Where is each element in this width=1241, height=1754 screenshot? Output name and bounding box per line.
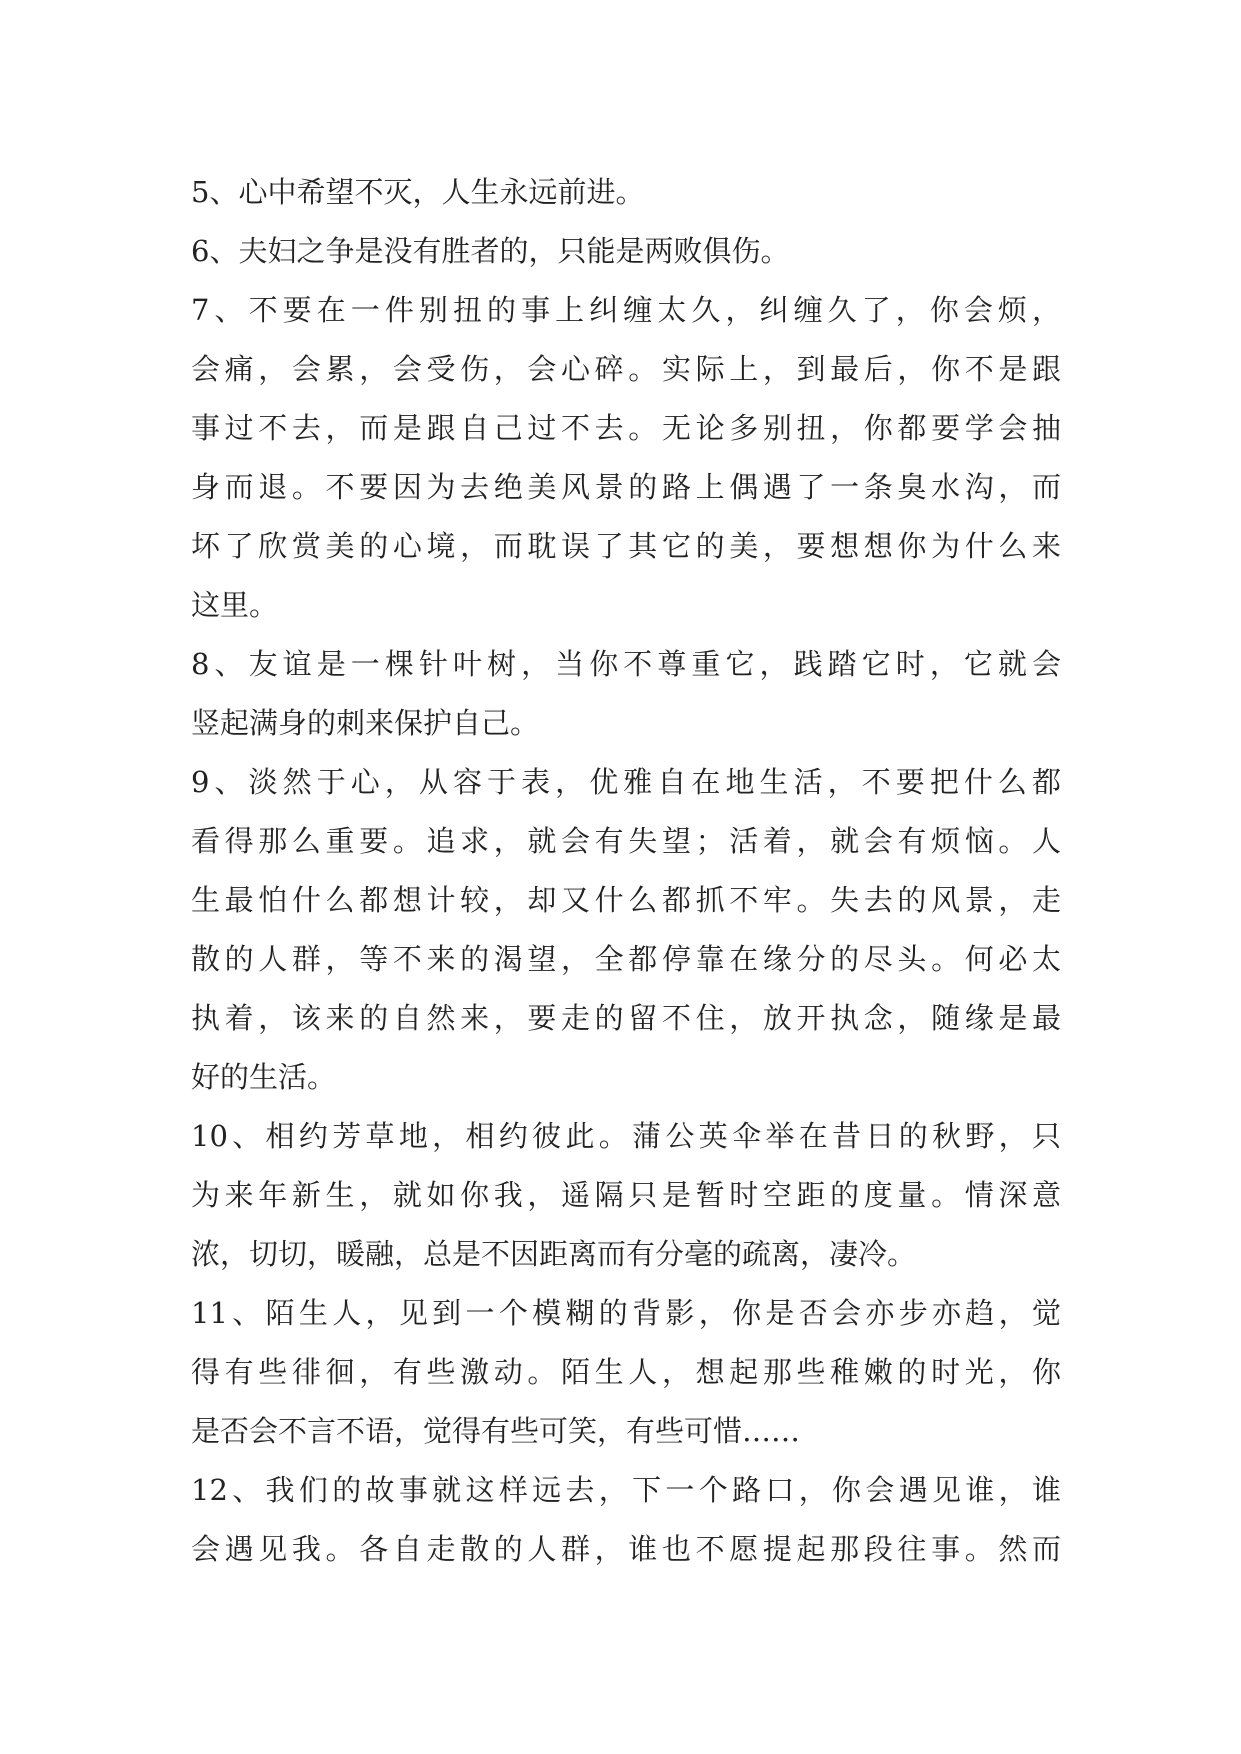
text-line: 事过不去，而是跟自己过不去。无论多别扭，你都要学会抽	[191, 411, 1061, 445]
text-line: 看得那么重要。追求，就会有失望；活着，就会有烦恼。人	[191, 824, 1061, 858]
text-line-item-10-start: 10、相约芳草地，相约彼此。蒲公英伞举在昔日的秋野，只	[191, 1119, 1061, 1153]
text-line-item-11-end: 是否会不言不语，觉得有些可笑，有些可惜……	[191, 1414, 801, 1448]
text-line-item-9-start: 9、淡然于心，从容于表，优雅自在地生活，不要把什么都	[191, 765, 1061, 799]
text-line: 为来年新生，就如你我，遥隔只是暂时空距的度量。情深意	[191, 1178, 1061, 1212]
text-line: 生最怕什么都想计较，却又什么都抓不牢。失去的风景，走	[191, 883, 1061, 917]
text-line-item-9-end: 好的生活。	[191, 1060, 337, 1094]
text-line: 会痛，会累，会受伤，会心碎。实际上，到最后，你不是跟	[191, 352, 1061, 386]
text-line-item-5: 5、心中希望不灭，人生永远前进。	[191, 175, 645, 209]
text-line-item-10-end: 浓，切切，暖融，总是不因距离而有分毫的疏离，凄冷。	[191, 1237, 917, 1271]
text-line: 会遇见我。各自走散的人群，谁也不愿提起那段往事。然而	[191, 1532, 1061, 1566]
text-line-item-11-start: 11、陌生人，见到一个模糊的背影，你是否会亦步亦趋，觉	[191, 1296, 1061, 1330]
text-line: 散的人群，等不来的渴望，全都停靠在缘分的尽头。何必太	[191, 942, 1061, 976]
text-line-item-12-start: 12、我们的故事就这样远去，下一个路口，你会遇见谁，谁	[191, 1473, 1061, 1507]
text-line: 得有些徘徊，有些激动。陌生人，想起那些稚嫩的时光，你	[191, 1355, 1061, 1389]
text-line-item-6: 6、夫妇之争是没有胜者的，只能是两败俱伤。	[191, 234, 790, 268]
text-line: 坏了欣赏美的心境，而耽误了其它的美，要想想你为什么来	[191, 529, 1061, 563]
text-line-item-8-end: 竖起满身的刺来保护自己。	[191, 706, 540, 740]
text-line-item-7-end: 这里。	[191, 588, 279, 622]
text-line: 执着，该来的自然来，要走的留不住，放开执念，随缘是最	[191, 1001, 1061, 1035]
document-body	[191, 163, 1061, 1579]
text-line-item-8-start: 8、友谊是一棵针叶树，当你不尊重它，践踏它时，它就会	[191, 647, 1061, 681]
text-line-item-7-start: 7、不要在一件别扭的事上纠缠太久，纠缠久了，你会烦，	[191, 293, 1061, 327]
text-line: 身而退。不要因为去绝美风景的路上偶遇了一条臭水沟，而	[191, 470, 1061, 504]
